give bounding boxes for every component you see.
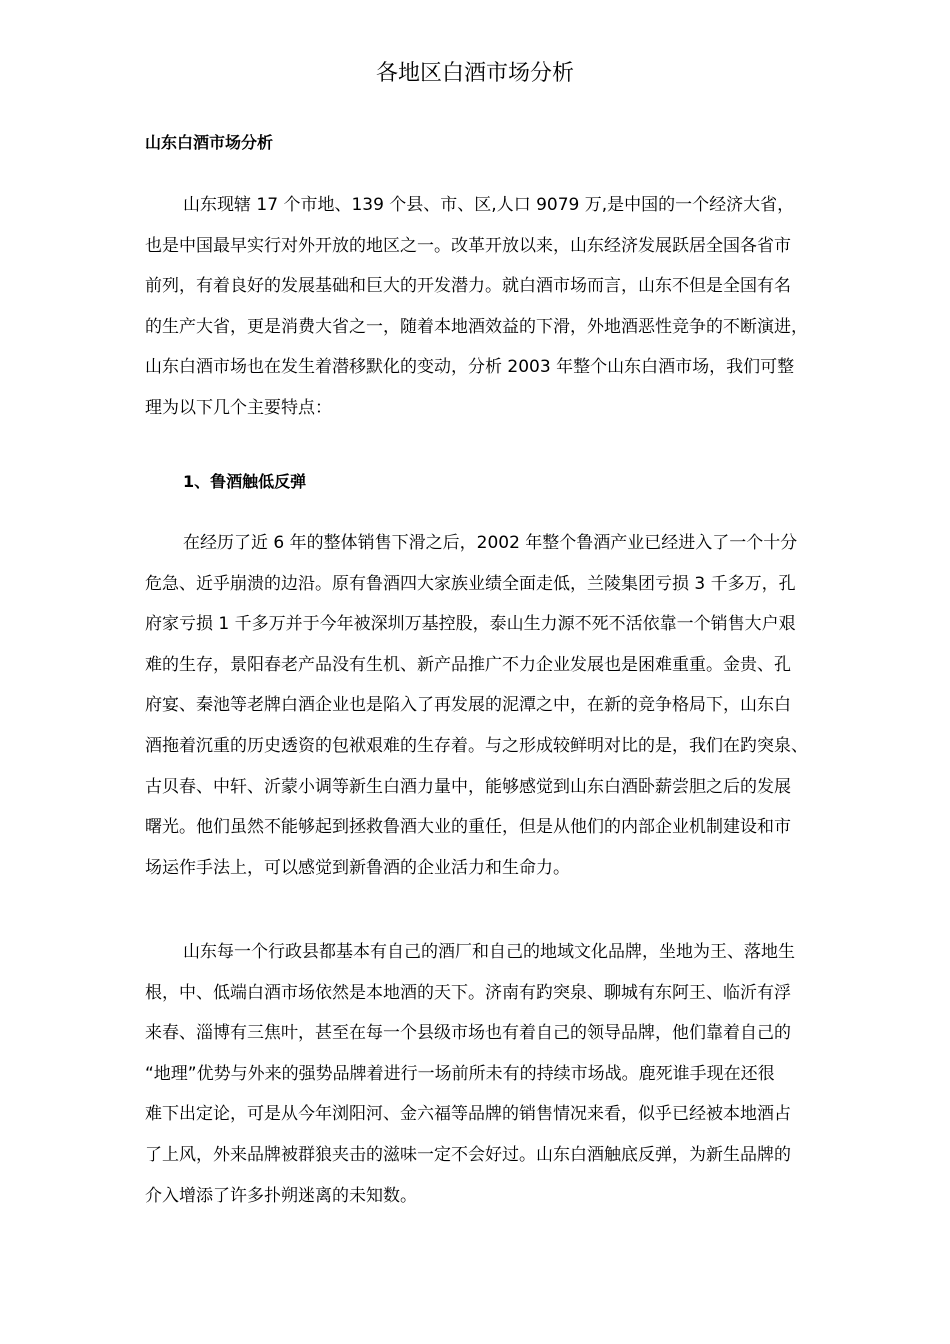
paragraph-1 xyxy=(145,185,885,429)
text-line: 酒拖着沉重的历史透资的包袱艰难的生存着。与之形成较鲜明对比的是，我们在趵突泉、 xyxy=(145,735,808,756)
text-line: 山东每一个行政县都基本有自己的酒厂和自己的地域文化品牌，坐地为王、落地生 xyxy=(183,942,795,962)
text-line: 前列，有着良好的发展基础和巨大的开发潜力。就白酒市场而言，山东不但是全国有名 xyxy=(145,276,791,297)
subsection-heading: 1、鲁酒触低反弹 xyxy=(183,472,307,491)
text-line: 山东白酒市场也在发生着潜移默化的变动，分析 2003 年整个山东白酒市场，我们可整 xyxy=(145,357,795,378)
text-line: 也是中国最早实行对外开放的地区之一。改革开放以来，山东经济发展跃居全国各省市 xyxy=(145,235,791,256)
text-line: 介入增添了许多扑朔迷离的未知数。 xyxy=(145,1185,417,1206)
text-line: 府宴、秦池等老牌白酒企业也是陷入了再发展的泥潭之中，在新的竞争格局下，山东白 xyxy=(145,695,791,716)
text-line: 难下出定论，可是从今年浏阳河、金六福等品牌的销售情况来看，似乎已经被本地酒占 xyxy=(145,1104,791,1125)
text-line: 在经历了近 6 年的整体销售下滑之后，2002 年整个鲁酒产业已经进入了一个十分 xyxy=(183,533,798,553)
text-line: 理为以下几个主要特点： xyxy=(145,397,332,418)
text-line: 根，中、低端白酒市场依然是本地酒的天下。济南有趵突泉、聊城有东阿王、临沂有浮 xyxy=(145,982,791,1003)
text-line: 危急、近乎崩溃的边沿。原有鲁酒四大家族业绩全面走低，兰陵集团亏损 3 千多万，孔 xyxy=(145,573,796,594)
section-heading: 山东白酒市场分析 xyxy=(145,133,274,152)
text-line: 难的生存，景阳春老产品没有生机、新产品推广不力企业发展也是困难重重。金贵、孔 xyxy=(145,654,791,675)
paragraph-3 xyxy=(145,932,885,1216)
text-line: 了上风，外来品牌被群狼夹击的滋味一定不会好过。山东白酒触底反弹，为新生品牌的 xyxy=(145,1144,791,1165)
text-line: “地理”优势与外来的强势品牌着进行一场前所未有的持续市场战。鹿死谁手现在还很 xyxy=(145,1063,775,1084)
text-line: 府家亏损 1 千多万并于今年被深圳万基控股，泰山生力源不死不活依靠一个销售大户艰 xyxy=(145,614,796,635)
text-line: 场运作手法上，可以感觉到新鲁酒的企业活力和生命力。 xyxy=(145,857,570,878)
text-line: 古贝春、中轩、沂蒙小调等新生白酒力量中，能够感觉到山东白酒卧薪尝胆之后的发展 xyxy=(145,776,791,797)
paragraph-2 xyxy=(145,523,885,888)
document-title: 各地区白酒市场分析 xyxy=(375,61,574,86)
text-line: 曙光。他们虽然不能够起到拯救鲁酒大业的重任，但是从他们的内部企业机制建设和市 xyxy=(145,817,791,838)
text-line: 来春、淄博有三焦叶，甚至在每一个县级市场也有着自己的领导品牌，他们靠着自己的 xyxy=(145,1023,791,1044)
text-line: 山东现辖 17 个市地、139 个县、市、区,人口 9079 万,是中国的一个经济大省， xyxy=(183,195,795,215)
text-line: 的生产大省，更是消费大省之一，随着本地酒效益的下滑，外地酒恶性竞争的不断演进， xyxy=(145,316,808,337)
